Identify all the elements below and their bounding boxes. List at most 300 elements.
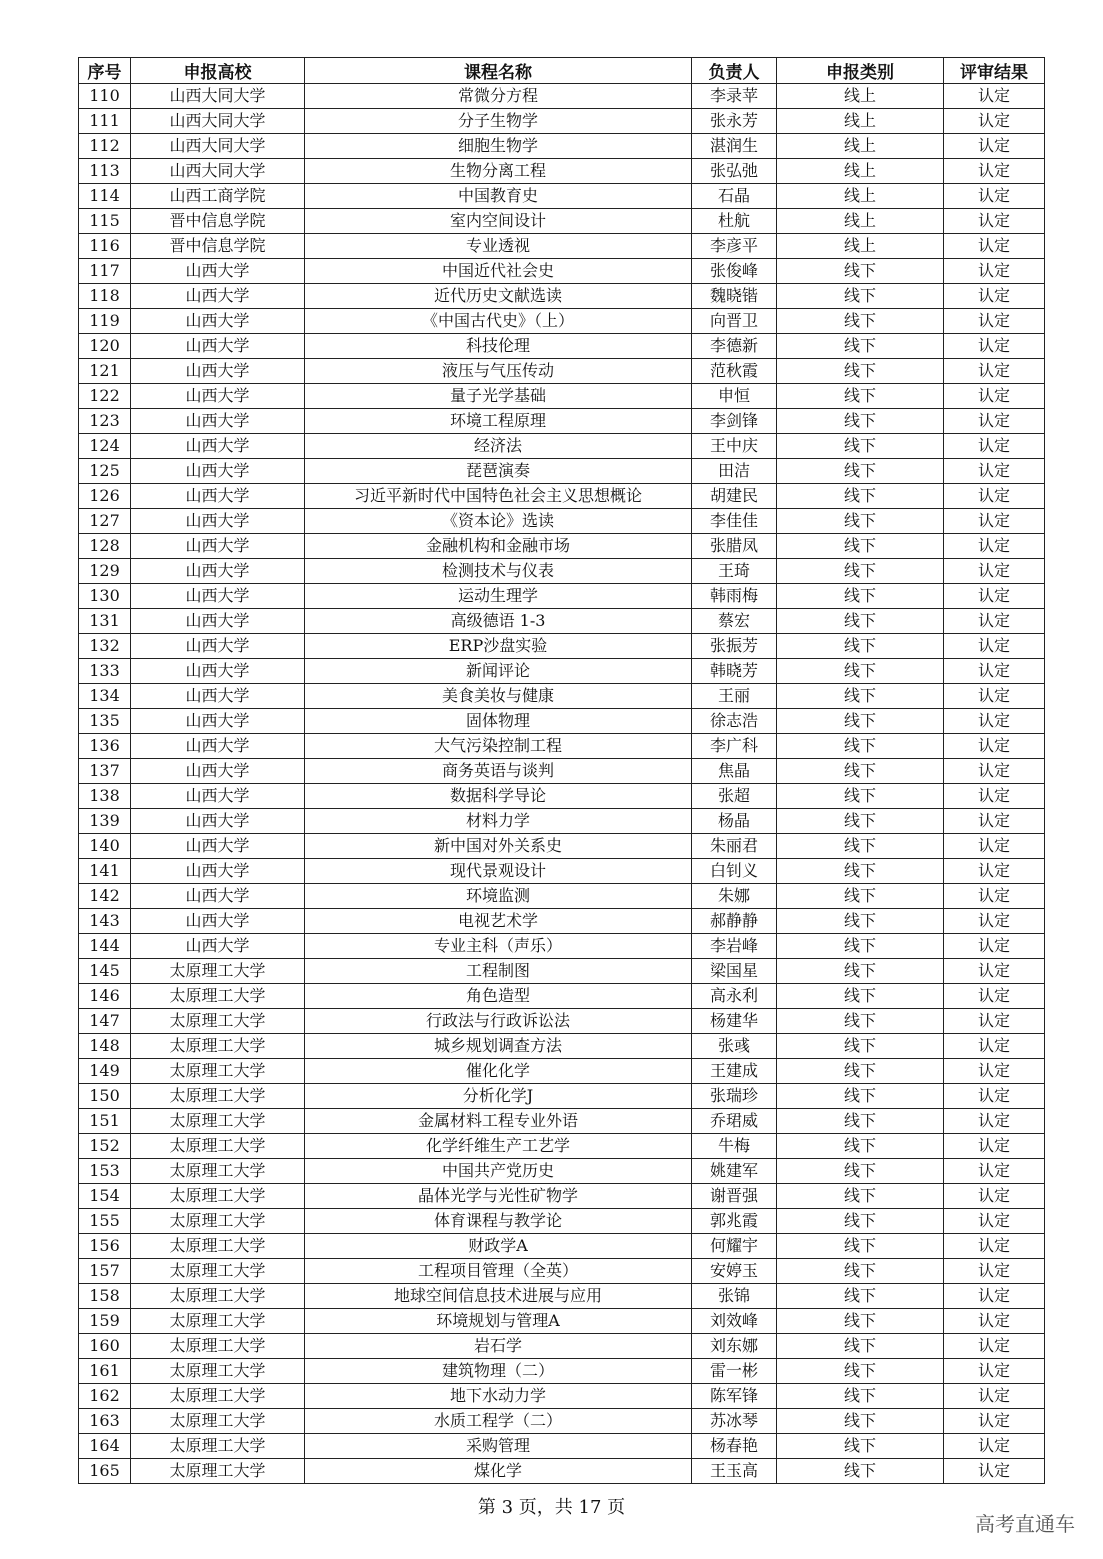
cell-index: 118 [79, 284, 131, 309]
cell-index: 119 [79, 309, 131, 334]
cell-result: 认定 [944, 834, 1045, 859]
cell-university: 太原理工大学 [131, 1034, 305, 1059]
cell-course-name: 体育课程与教学论 [305, 1209, 692, 1234]
cell-university: 山西大学 [131, 934, 305, 959]
cell-instructor: 张锦 [692, 1284, 777, 1309]
cell-university: 山西大学 [131, 684, 305, 709]
cell-university: 山西大学 [131, 384, 305, 409]
cell-result: 认定 [944, 1234, 1045, 1259]
cell-result: 认定 [944, 1034, 1045, 1059]
cell-instructor: 李广科 [692, 734, 777, 759]
cell-instructor: 李德新 [692, 334, 777, 359]
cell-category: 线下 [777, 1034, 944, 1059]
cell-instructor: 李剑锋 [692, 409, 777, 434]
table-row [79, 559, 1045, 584]
cell-result: 认定 [944, 509, 1045, 534]
cell-category: 线下 [777, 334, 944, 359]
cell-category: 线下 [777, 259, 944, 284]
cell-category: 线下 [777, 1209, 944, 1234]
cell-result: 认定 [944, 559, 1045, 584]
cell-index: 155 [79, 1209, 131, 1234]
cell-instructor: 张永芳 [692, 109, 777, 134]
cell-instructor: 王中庆 [692, 434, 777, 459]
cell-index: 113 [79, 159, 131, 184]
cell-instructor: 何耀宇 [692, 1234, 777, 1259]
cell-instructor: 张瑞珍 [692, 1084, 777, 1109]
cell-result: 认定 [944, 1259, 1045, 1284]
cell-index: 153 [79, 1159, 131, 1184]
cell-category: 线下 [777, 909, 944, 934]
cell-instructor: 白钊义 [692, 859, 777, 884]
cell-course-name: 城乡规划调查方法 [305, 1034, 692, 1059]
cell-index: 125 [79, 459, 131, 484]
cell-category: 线下 [777, 1359, 944, 1384]
cell-result: 认定 [944, 109, 1045, 134]
cell-result: 认定 [944, 634, 1045, 659]
cell-university: 山西大同大学 [131, 109, 305, 134]
table-header-row [79, 58, 1045, 84]
table-row [79, 1109, 1045, 1134]
cell-result: 认定 [944, 759, 1045, 784]
table-row [79, 1034, 1045, 1059]
table-row [79, 984, 1045, 1009]
cell-result: 认定 [944, 1284, 1045, 1309]
cell-university: 山西大学 [131, 259, 305, 284]
cell-instructor: 胡建民 [692, 484, 777, 509]
cell-result: 认定 [944, 209, 1045, 234]
cell-university: 太原理工大学 [131, 1284, 305, 1309]
cell-university: 山西大学 [131, 334, 305, 359]
cell-instructor: 张振芳 [692, 634, 777, 659]
cell-course-name: 检测技术与仪表 [305, 559, 692, 584]
cell-result: 认定 [944, 1084, 1045, 1109]
cell-category: 线下 [777, 759, 944, 784]
cell-course-name: 液压与气压传动 [305, 359, 692, 384]
cell-course-name: 近代历史文献选读 [305, 284, 692, 309]
cell-university: 山西大学 [131, 409, 305, 434]
cell-result: 认定 [944, 884, 1045, 909]
table-row [79, 1309, 1045, 1334]
cell-university: 山西大学 [131, 434, 305, 459]
header-instructor: 负责人 [692, 58, 777, 84]
cell-university: 山西大学 [131, 584, 305, 609]
page-number: 第 3 页，共 17 页 [477, 1497, 626, 1518]
cell-result: 认定 [944, 484, 1045, 509]
cell-course-name: 岩石学 [305, 1334, 692, 1359]
cell-university: 山西大学 [131, 534, 305, 559]
cell-instructor: 魏晓锴 [692, 284, 777, 309]
cell-result: 认定 [944, 1159, 1045, 1184]
cell-course-name: 煤化学 [305, 1459, 692, 1484]
cell-index: 165 [79, 1459, 131, 1484]
cell-index: 151 [79, 1109, 131, 1134]
cell-course-name: 高级德语 1-3 [305, 609, 692, 634]
cell-category: 线下 [777, 434, 944, 459]
cell-category: 线下 [777, 534, 944, 559]
table-row [79, 284, 1045, 309]
cell-index: 134 [79, 684, 131, 709]
cell-course-name: 新闻评论 [305, 659, 692, 684]
cell-index: 130 [79, 584, 131, 609]
cell-category: 线下 [777, 934, 944, 959]
cell-index: 162 [79, 1384, 131, 1409]
cell-category: 线下 [777, 1259, 944, 1284]
cell-course-name: 科技伦理 [305, 334, 692, 359]
cell-index: 145 [79, 959, 131, 984]
cell-instructor: 李彦平 [692, 234, 777, 259]
cell-university: 山西大学 [131, 309, 305, 334]
cell-course-name: 中国共产党历史 [305, 1159, 692, 1184]
cell-index: 124 [79, 434, 131, 459]
cell-category: 线下 [777, 1384, 944, 1409]
cell-university: 太原理工大学 [131, 959, 305, 984]
cell-index: 133 [79, 659, 131, 684]
cell-instructor: 刘效峰 [692, 1309, 777, 1334]
cell-category: 线上 [777, 234, 944, 259]
table-row [79, 809, 1045, 834]
cell-index: 142 [79, 884, 131, 909]
table-row [79, 1284, 1045, 1309]
cell-course-name: 大气污染控制工程 [305, 734, 692, 759]
cell-result: 认定 [944, 1109, 1045, 1134]
cell-course-name: 工程项目管理（全英） [305, 1259, 692, 1284]
cell-category: 线下 [777, 684, 944, 709]
table-row [79, 1459, 1045, 1484]
cell-instructor: 石晶 [692, 184, 777, 209]
cell-index: 114 [79, 184, 131, 209]
cell-index: 156 [79, 1234, 131, 1259]
table-row [79, 309, 1045, 334]
cell-course-name: 现代景观设计 [305, 859, 692, 884]
cell-result: 认定 [944, 134, 1045, 159]
cell-university: 山西大学 [131, 859, 305, 884]
cell-result: 认定 [944, 1134, 1045, 1159]
cell-instructor: 梁国星 [692, 959, 777, 984]
table-row [79, 634, 1045, 659]
cell-course-name: 分子生物学 [305, 109, 692, 134]
cell-index: 149 [79, 1059, 131, 1084]
cell-university: 太原理工大学 [131, 1384, 305, 1409]
cell-university: 山西大学 [131, 759, 305, 784]
cell-university: 太原理工大学 [131, 1059, 305, 1084]
cell-index: 158 [79, 1284, 131, 1309]
cell-result: 认定 [944, 534, 1045, 559]
table-row [79, 659, 1045, 684]
cell-course-name: 新中国对外关系史 [305, 834, 692, 859]
cell-result: 认定 [944, 709, 1045, 734]
table-row [79, 734, 1045, 759]
cell-category: 线下 [777, 509, 944, 534]
cell-index: 139 [79, 809, 131, 834]
cell-result: 认定 [944, 434, 1045, 459]
cell-instructor: 张超 [692, 784, 777, 809]
table-row [79, 434, 1045, 459]
cell-index: 111 [79, 109, 131, 134]
cell-result: 认定 [944, 384, 1045, 409]
cell-result: 认定 [944, 284, 1045, 309]
cell-instructor: 陈军锋 [692, 1384, 777, 1409]
cell-index: 152 [79, 1134, 131, 1159]
cell-result: 认定 [944, 1334, 1045, 1359]
cell-instructor: 杜航 [692, 209, 777, 234]
table-row [79, 534, 1045, 559]
table-row [79, 884, 1045, 909]
table-row [79, 1009, 1045, 1034]
cell-course-name: 《中国古代史》（上） [305, 309, 692, 334]
cell-course-name: 金融机构和金融市场 [305, 534, 692, 559]
header-university: 申报高校 [131, 58, 305, 84]
table-row [79, 1409, 1045, 1434]
table-row [79, 109, 1045, 134]
cell-instructor: 安婷玉 [692, 1259, 777, 1284]
cell-category: 线下 [777, 884, 944, 909]
cell-instructor: 向晋卫 [692, 309, 777, 334]
cell-university: 太原理工大学 [131, 1234, 305, 1259]
cell-result: 认定 [944, 259, 1045, 284]
cell-university: 晋中信息学院 [131, 209, 305, 234]
cell-course-name: 习近平新时代中国特色社会主义思想概论 [305, 484, 692, 509]
cell-index: 138 [79, 784, 131, 809]
cell-category: 线下 [777, 1309, 944, 1334]
cell-index: 164 [79, 1434, 131, 1459]
table-row [79, 134, 1045, 159]
cell-category: 线下 [777, 1184, 944, 1209]
cell-category: 线下 [777, 1009, 944, 1034]
cell-index: 131 [79, 609, 131, 634]
cell-university: 山西大学 [131, 834, 305, 859]
table-row [79, 159, 1045, 184]
cell-university: 太原理工大学 [131, 1359, 305, 1384]
cell-index: 150 [79, 1084, 131, 1109]
cell-result: 认定 [944, 1209, 1045, 1234]
cell-result: 认定 [944, 334, 1045, 359]
table-row [79, 1259, 1045, 1284]
cell-course-name: 环境规划与管理A [305, 1309, 692, 1334]
cell-index: 148 [79, 1034, 131, 1059]
cell-course-name: 美食美妆与健康 [305, 684, 692, 709]
table-row [79, 1059, 1045, 1084]
cell-university: 山西大同大学 [131, 159, 305, 184]
header-category: 申报类别 [777, 58, 944, 84]
cell-index: 157 [79, 1259, 131, 1284]
cell-category: 线下 [777, 709, 944, 734]
cell-result: 认定 [944, 784, 1045, 809]
cell-result: 认定 [944, 959, 1045, 984]
cell-university: 山西大学 [131, 609, 305, 634]
cell-category: 线下 [777, 784, 944, 809]
cell-index: 159 [79, 1309, 131, 1334]
cell-instructor: 田洁 [692, 459, 777, 484]
header-index: 序号 [79, 58, 131, 84]
cell-result: 认定 [944, 1409, 1045, 1434]
cell-university: 山西大学 [131, 734, 305, 759]
cell-instructor: 朱娜 [692, 884, 777, 909]
cell-result: 认定 [944, 934, 1045, 959]
cell-category: 线上 [777, 134, 944, 159]
cell-index: 154 [79, 1184, 131, 1209]
cell-result: 认定 [944, 659, 1045, 684]
cell-result: 认定 [944, 84, 1045, 109]
table-row [79, 834, 1045, 859]
cell-course-name: 运动生理学 [305, 584, 692, 609]
table-row [79, 584, 1045, 609]
cell-category: 线下 [777, 1334, 944, 1359]
cell-course-name: 化学纤维生产工艺学 [305, 1134, 692, 1159]
cell-instructor: 苏冰琴 [692, 1409, 777, 1434]
table-row [79, 1084, 1045, 1109]
cell-university: 太原理工大学 [131, 1409, 305, 1434]
cell-result: 认定 [944, 859, 1045, 884]
cell-university: 山西大学 [131, 484, 305, 509]
cell-result: 认定 [944, 809, 1045, 834]
cell-category: 线上 [777, 109, 944, 134]
cell-result: 认定 [944, 1309, 1045, 1334]
table-row [79, 334, 1045, 359]
cell-course-name: 中国教育史 [305, 184, 692, 209]
cell-index: 122 [79, 384, 131, 409]
cell-instructor: 李录苹 [692, 84, 777, 109]
cell-result: 认定 [944, 459, 1045, 484]
cell-result: 认定 [944, 1059, 1045, 1084]
cell-result: 认定 [944, 684, 1045, 709]
cell-university: 山西大学 [131, 784, 305, 809]
cell-category: 线下 [777, 634, 944, 659]
table-row [79, 384, 1045, 409]
cell-result: 认定 [944, 1434, 1045, 1459]
cell-university: 太原理工大学 [131, 1434, 305, 1459]
cell-index: 143 [79, 909, 131, 934]
cell-course-name: 室内空间设计 [305, 209, 692, 234]
cell-category: 线下 [777, 459, 944, 484]
table-row [79, 934, 1045, 959]
cell-instructor: 杨晶 [692, 809, 777, 834]
table-row [79, 209, 1045, 234]
cell-course-name: 中国近代社会史 [305, 259, 692, 284]
cell-index: 135 [79, 709, 131, 734]
cell-course-name: 生物分离工程 [305, 159, 692, 184]
cell-instructor: 姚建军 [692, 1159, 777, 1184]
cell-category: 线上 [777, 159, 944, 184]
cell-instructor: 徐志浩 [692, 709, 777, 734]
header-course-name: 课程名称 [305, 58, 692, 84]
cell-category: 线下 [777, 1459, 944, 1484]
cell-instructor: 乔珺威 [692, 1109, 777, 1134]
cell-university: 太原理工大学 [131, 1209, 305, 1234]
cell-instructor: 王琦 [692, 559, 777, 584]
cell-course-name: ERP沙盘实验 [305, 634, 692, 659]
cell-university: 山西大学 [131, 359, 305, 384]
cell-category: 线下 [777, 1234, 944, 1259]
cell-course-name: 琵琶演奏 [305, 459, 692, 484]
cell-university: 太原理工大学 [131, 1134, 305, 1159]
cell-university: 太原理工大学 [131, 1084, 305, 1109]
table-row [79, 1434, 1045, 1459]
cell-category: 线下 [777, 609, 944, 634]
cell-course-name: 财政学A [305, 1234, 692, 1259]
cell-instructor: 杨春艳 [692, 1434, 777, 1459]
cell-category: 线下 [777, 1059, 944, 1084]
cell-university: 山西工商学院 [131, 184, 305, 209]
cell-result: 认定 [944, 309, 1045, 334]
cell-university: 晋中信息学院 [131, 234, 305, 259]
cell-result: 认定 [944, 909, 1045, 934]
cell-instructor: 蔡宏 [692, 609, 777, 634]
cell-course-name: 材料力学 [305, 809, 692, 834]
cell-category: 线下 [777, 984, 944, 1009]
cell-index: 123 [79, 409, 131, 434]
cell-university: 太原理工大学 [131, 1459, 305, 1484]
cell-index: 132 [79, 634, 131, 659]
cell-course-name: 环境工程原理 [305, 409, 692, 434]
table-body [79, 84, 1045, 1484]
cell-instructor: 王丽 [692, 684, 777, 709]
cell-category: 线下 [777, 1084, 944, 1109]
table-row [79, 359, 1045, 384]
cell-instructor: 郝静静 [692, 909, 777, 934]
cell-instructor: 湛润生 [692, 134, 777, 159]
cell-index: 160 [79, 1334, 131, 1359]
cell-instructor: 张腊凤 [692, 534, 777, 559]
cell-instructor: 郭兆霞 [692, 1209, 777, 1234]
cell-category: 线下 [777, 584, 944, 609]
cell-instructor: 雷一彬 [692, 1359, 777, 1384]
cell-course-name: 角色造型 [305, 984, 692, 1009]
cell-result: 认定 [944, 1384, 1045, 1409]
table-row [79, 709, 1045, 734]
cell-university: 太原理工大学 [131, 1159, 305, 1184]
table-row [79, 909, 1045, 934]
cell-university: 山西大学 [131, 884, 305, 909]
cell-course-name: 行政法与行政诉讼法 [305, 1009, 692, 1034]
cell-category: 线下 [777, 1409, 944, 1434]
cell-instructor: 李佳佳 [692, 509, 777, 534]
cell-instructor: 王玉高 [692, 1459, 777, 1484]
table-row [79, 1334, 1045, 1359]
cell-result: 认定 [944, 609, 1045, 634]
table-row [79, 1359, 1045, 1384]
cell-result: 认定 [944, 359, 1045, 384]
cell-university: 山西大学 [131, 709, 305, 734]
cell-university: 山西大学 [131, 459, 305, 484]
cell-university: 山西大学 [131, 659, 305, 684]
cell-university: 山西大学 [131, 559, 305, 584]
cell-course-name: 专业透视 [305, 234, 692, 259]
cell-course-name: 晶体光学与光性矿物学 [305, 1184, 692, 1209]
cell-course-name: 工程制图 [305, 959, 692, 984]
cell-category: 线下 [777, 734, 944, 759]
table-row [79, 1234, 1045, 1259]
cell-course-name: 《资本论》选读 [305, 509, 692, 534]
cell-instructor: 张弘弛 [692, 159, 777, 184]
cell-instructor: 焦晶 [692, 759, 777, 784]
table-row [79, 1159, 1045, 1184]
cell-index: 126 [79, 484, 131, 509]
cell-category: 线下 [777, 834, 944, 859]
cell-result: 认定 [944, 159, 1045, 184]
cell-index: 163 [79, 1409, 131, 1434]
cell-index: 117 [79, 259, 131, 284]
cell-instructor: 杨建华 [692, 1009, 777, 1034]
cell-index: 129 [79, 559, 131, 584]
cell-category: 线上 [777, 84, 944, 109]
cell-category: 线下 [777, 1159, 944, 1184]
cell-university: 太原理工大学 [131, 1184, 305, 1209]
cell-course-name: 量子光学基础 [305, 384, 692, 409]
cell-course-name: 细胞生物学 [305, 134, 692, 159]
cell-university: 山西大学 [131, 809, 305, 834]
cell-instructor: 申恒 [692, 384, 777, 409]
cell-index: 161 [79, 1359, 131, 1384]
